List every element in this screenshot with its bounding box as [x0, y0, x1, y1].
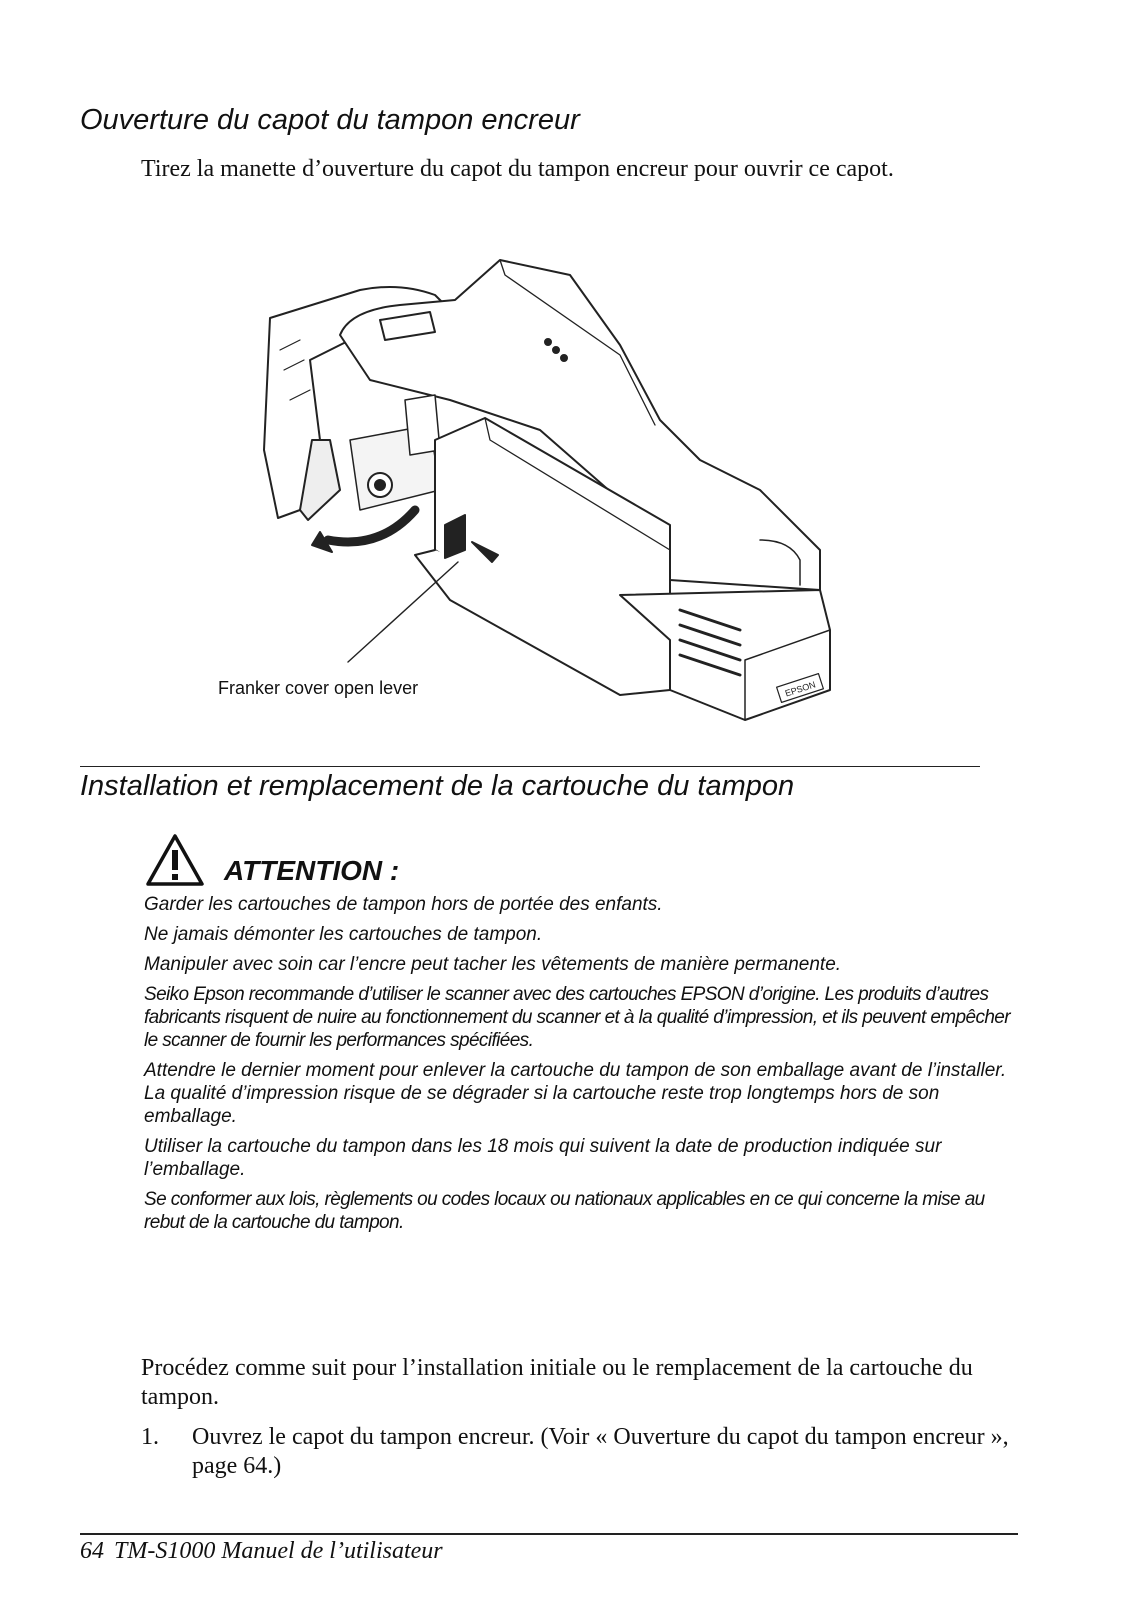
section-divider: [80, 766, 980, 767]
procedure-intro-paragraph: Procédez comme suit pour l’installation initiale ou le remplacement de la cartouche du tampon.: [141, 1355, 973, 1410]
scanner-illustration: [200, 250, 860, 750]
attention-item: Seiko Epson recommande d’utiliser le scanner avec des cartouches EPSON d’origine. Les produits d’autres fabricants risquent de nuire au fonctionnement du scanner et à la qualité d’impression, et ils peuvent empêcher le scanner de fournir les performances spécifiées.: [144, 984, 1011, 1051]
footer-divider: [80, 1533, 1018, 1535]
step-item: [141, 1423, 1021, 1481]
epson-logo-text: EPSON: [783, 679, 817, 699]
page-number: 64: [80, 1538, 104, 1564]
procedure-steps: [141, 1423, 1021, 1481]
section-heading-cartridge-install: Installation et remplacement de la cartouche du tampon: [80, 770, 795, 802]
attention-item: Manipuler avec soin car l’encre peut tacher les vêtements de manière permanente.: [144, 954, 842, 975]
intro-paragraph: Tirez la manette d’ouverture du capot du tampon encreur pour ouvrir ce capot.: [141, 156, 894, 182]
attention-item: Attendre le dernier moment pour enlever la cartouche du tampon de son emballage avant de l’installer. La qualité d’impression risque de se dégrader si la cartouche reste trop longtemps hors de son emballage.: [144, 1060, 1007, 1127]
attention-item: Ne jamais démonter les cartouches de tampon.: [144, 924, 543, 945]
figure-caption: Franker cover open lever: [218, 678, 419, 698]
page-footer: [80, 1538, 443, 1565]
warning-icon: [145, 832, 205, 888]
attention-item: Garder les cartouches de tampon hors de portée des enfants.: [144, 894, 663, 915]
attention-item: Utiliser la cartouche du tampon dans les 18 mois qui suivent la date de production indiquée sur l’emballage.: [144, 1136, 942, 1180]
attention-list: [144, 893, 1019, 1241]
step-number: 1.: [141, 1424, 159, 1450]
manual-title: TM-S1000 Manuel de l’utilisateur: [114, 1538, 443, 1564]
section-heading-open-franker-cover: Ouverture du capot du tampon encreur: [80, 104, 580, 136]
attention-title: ATTENTION :: [224, 855, 400, 886]
attention-item: Se conformer aux lois, règlements ou codes locaux ou nationaux applicables en ce qui concerne la mise au rebut de la cartouche du tampon.: [144, 1189, 985, 1233]
step-text: Ouvrez le capot du tampon encreur. (Voir « Ouverture du capot du tampon encreur », page 64.): [192, 1424, 1009, 1479]
